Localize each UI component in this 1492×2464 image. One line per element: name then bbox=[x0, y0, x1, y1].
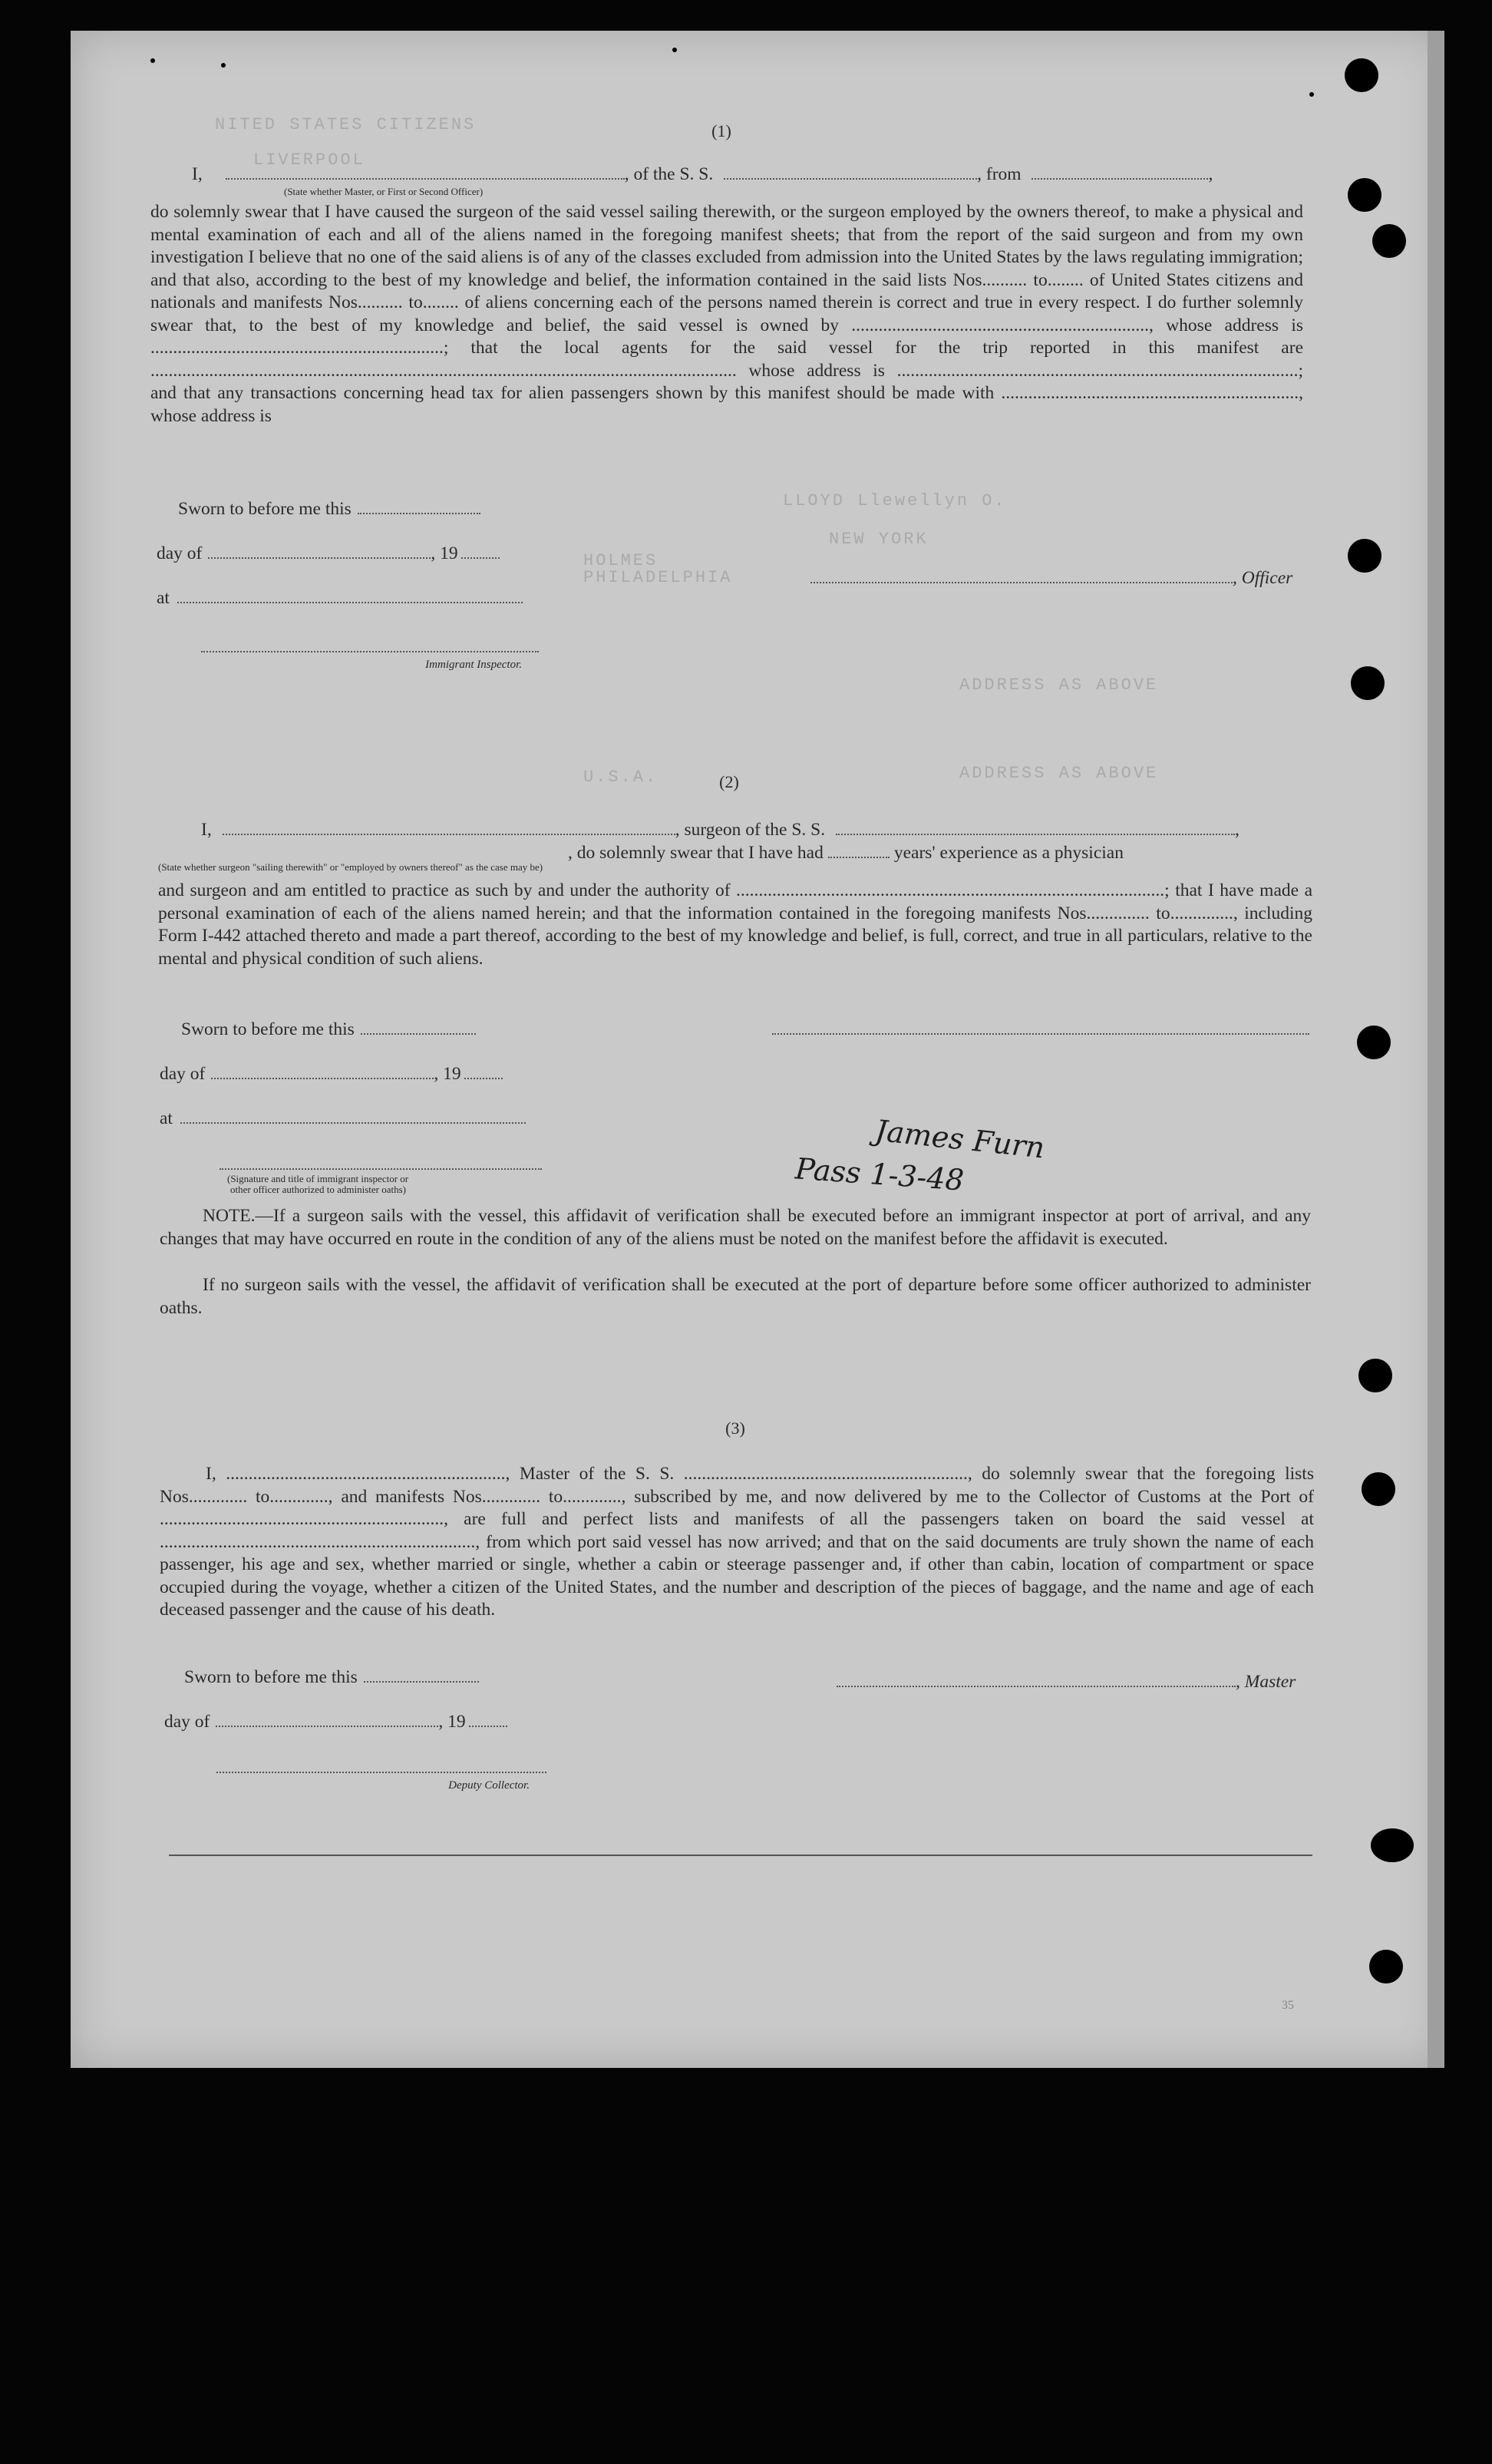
note-2: If no surgeon sails with the vessel, the affidavit of verification shall be executed at the port of departure before some officer authorized to administer oaths. bbox=[160, 1275, 1311, 1318]
master-signature-line: , Master bbox=[837, 1670, 1296, 1693]
ghost-text: LLOYD Llewellyn O. bbox=[783, 491, 1007, 510]
handwritten-annotation: James Furn bbox=[873, 1113, 1047, 1165]
punch-hole bbox=[1348, 539, 1381, 573]
day-of-line: day of , 19 bbox=[157, 542, 500, 565]
sheet-edge bbox=[1428, 31, 1444, 2068]
section-number: (1) bbox=[711, 121, 731, 140]
caption-master-officer: (State whether Master, or First or Second Officer) bbox=[284, 186, 484, 197]
ghost-text: U.S.A. bbox=[583, 768, 659, 787]
handwritten-annotation: Pass 1-3-48 bbox=[794, 1151, 966, 1197]
at-line: at bbox=[160, 1107, 526, 1130]
page-number: 35 bbox=[1282, 1999, 1294, 2012]
punch-hole bbox=[1358, 1359, 1392, 1392]
deputy-caption: Deputy Collector. bbox=[448, 1779, 530, 1792]
sworn-line: Sworn to before me this bbox=[178, 497, 480, 520]
punch-hole bbox=[1369, 1950, 1403, 1983]
punch-hole bbox=[1371, 1828, 1414, 1862]
speck bbox=[221, 63, 226, 68]
speck bbox=[1309, 92, 1314, 97]
signature-line bbox=[201, 649, 539, 652]
section1-body: do solemnly swear that I have caused the surgeon of the said vessel sailing therewith, or the surgeon employed by the owners thereof, to make a physical and mental examination of each and all of the aliens named in the foregoing manifest sheets; that from the report of the said surgeon and from my own investigation I believe that no one of the said aliens is of any of the classes excluded from admission into the United States by the laws regulating immigration; and that also, according to the best of my knowledge and belief, the information contained in the said lists Nos.......... to........ of United States citizens and nationals and manifests Nos.......... to........ of aliens concerning each of the persons named therein is correct and true in every respect. I do further solemnly swear that, to the best of my knowledge and belief, the said vessel is owned by .................................................................., whose address is .................................................................; that the local agents for the said vessel for the trip reported in this manifest are .................................................................................................................................. whose address is .........................................................................................; and that any transactions concerning head tax for alien passengers shown by this manifest should be made with .................................................................., whose address is bbox=[150, 202, 1303, 426]
at-line: at bbox=[157, 586, 523, 609]
ghost-text: PHILADELPHIA bbox=[583, 568, 733, 587]
day-of-line: day of , 19 bbox=[160, 1062, 503, 1085]
inspector-caption: Immigrant Inspector. bbox=[425, 659, 522, 671]
section2-line2: , do solemnly swear that I have had years' experience as a physician bbox=[568, 843, 1124, 863]
punch-hole bbox=[1357, 1026, 1391, 1059]
section2-body: and surgeon and am entitled to practice as such by and under the authority of ...............................................................................................; that I have made a personal examination of each of the aliens named herein; and that the information contained in the foregoing manifests Nos.............. to.............., including Form I-442 attached thereto and made a part thereof, according to the best of my knowledge and belief, is full, correct, and true in all particulars, relative to the mental and physical condition of such aliens. bbox=[158, 880, 1312, 969]
punch-hole bbox=[1348, 178, 1381, 212]
punch-hole bbox=[1372, 224, 1406, 258]
ghost-text: HOLMES bbox=[583, 551, 659, 570]
sig-caption: other officer authorized to administer oaths) bbox=[230, 1184, 406, 1195]
caption-surgeon: (State whether surgeon "sailing therewith" or "employed by owners thereof" as the case may be) bbox=[158, 861, 543, 873]
punch-hole bbox=[1351, 666, 1385, 700]
officer-signature-line: , Officer bbox=[810, 566, 1292, 590]
ghost-text: NEW YORK bbox=[829, 530, 929, 549]
note-1: NOTE.—If a surgeon sails with the vessel, this affidavit of verification shall be executed before an immigrant inspector at port of arrival, and any changes that may have occurred en route in the condition of any of the aliens must be noted on the manifest before the affidavit is executed. bbox=[160, 1206, 1311, 1249]
punch-hole bbox=[1362, 1472, 1395, 1506]
signature-line bbox=[772, 1032, 1309, 1035]
signature-line bbox=[220, 1167, 542, 1170]
speck bbox=[672, 48, 677, 52]
sig-caption: (Signature and title of immigrant inspector or bbox=[227, 1173, 409, 1184]
ghost-text: LIVERPOOL bbox=[253, 150, 365, 170]
bottom-rule bbox=[169, 1855, 1312, 1856]
section-number: (3) bbox=[725, 1419, 745, 1438]
ghost-text: NITED STATES CITIZENS bbox=[215, 115, 477, 134]
day-of-line: day of , 19 bbox=[164, 1710, 507, 1733]
section3-body: I, .............................................................., Master of the S. S. ..............................................................., do solemnly swear that the foregoing lists Nos............. to............., and manifests Nos............. to............., subscribed by me, and now delivered by me to the Collector of Customs at the Port of ..............................................................., are full and perfect lists and manifests of all the passengers taken on board the said vessel at ......................................................................, from which port said vessel has now arrived; and that on the said documents are truly shown the name of each passenger, his age and sex, whether married or single, whether a cabin or steerage passenger and, if other than cabin, location of compartment or space occupied during the voyage, whether a citizen of the United States, and the number and description of the pieces of baggage, and the name and age of each deceased passenger and the cause of his death. bbox=[160, 1464, 1314, 1620]
section2-line1: I, , surgeon of the S. S. , bbox=[201, 820, 1239, 840]
ghost-text: ADDRESS AS ABOVE bbox=[959, 675, 1159, 695]
sworn-line: Sworn to before me this bbox=[181, 1018, 476, 1041]
signature-line bbox=[216, 1770, 546, 1773]
sworn-line: Sworn to before me this bbox=[184, 1666, 479, 1689]
section-number: (2) bbox=[719, 772, 739, 791]
section1-line1: I, , of the S. S. , from , bbox=[192, 164, 1213, 184]
speck bbox=[150, 58, 155, 63]
punch-hole bbox=[1345, 58, 1378, 92]
ghost-text: ADDRESS AS ABOVE bbox=[959, 764, 1159, 783]
